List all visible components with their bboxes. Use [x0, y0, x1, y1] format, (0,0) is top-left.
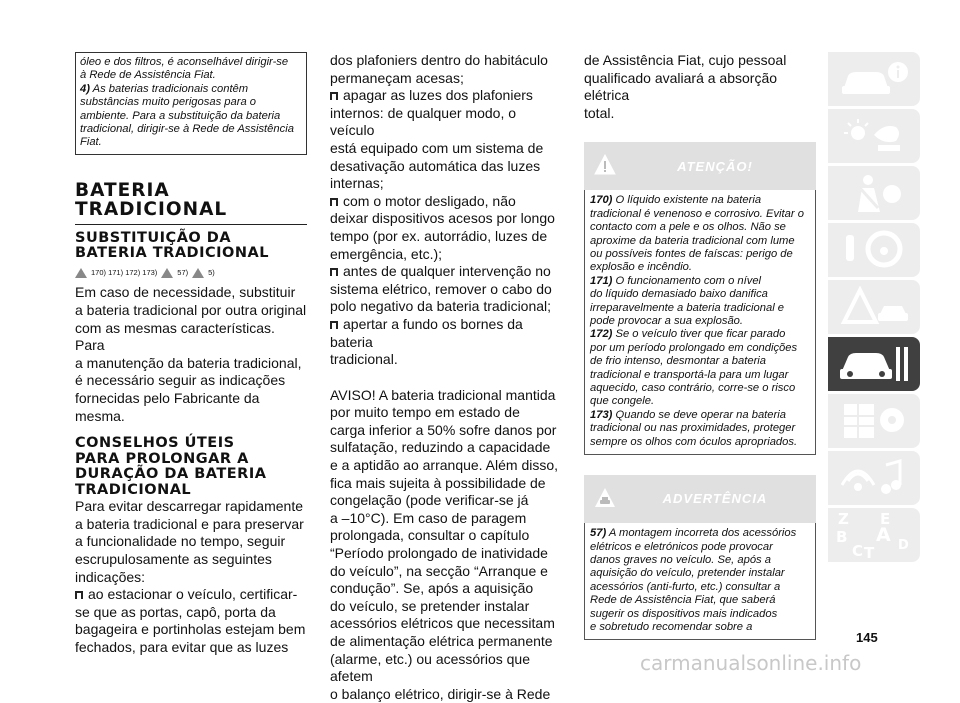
warning-triangle-icon	[75, 268, 87, 278]
tab-technical-data[interactable]	[828, 394, 920, 448]
car-info-icon	[838, 58, 910, 100]
caution-title: ADVERTÊNCIA	[662, 491, 768, 507]
caution-line: acessórios (anti-furto, etc.) consultar a	[590, 580, 781, 593]
bullet-icon	[330, 92, 338, 100]
tab-multimedia[interactable]	[828, 451, 920, 505]
note-text: As baterias tradicionais contêm	[89, 82, 249, 95]
note-line: ambiente. Para a substituição da bateria	[80, 109, 281, 122]
column-3	[584, 52, 816, 640]
index-letter: C	[852, 542, 864, 560]
bullet-item: apagar as luzes dos plafoniers internos: de qualquer modo, o veículo está equipado com um sistema de desativação automática das luzes internas;	[330, 87, 544, 192]
warning-item: 172) Se o veículo tiver que ficar parado	[590, 328, 786, 341]
steering-key-icon	[838, 229, 910, 271]
bullet-item: ao estacionar o veículo, certificar- se que as portas, capô, porta da bagageira e portinholas estejam bem fechados, para evitar que as luzes	[75, 586, 306, 655]
page-number: 145	[856, 630, 878, 645]
tab-maintenance[interactable]	[828, 337, 920, 391]
tab-car-info[interactable]	[828, 52, 920, 106]
note-number: 4)	[80, 82, 90, 95]
title-divider	[75, 224, 307, 225]
column-1	[75, 52, 307, 657]
bullet-item: antes de qualquer intervenção no sistema elétrico, remover o cabo do polo negativo da bateria tradicional;	[330, 263, 552, 315]
bullet-item: apertar a fundo os bornes da bateria tradicional.	[330, 315, 523, 368]
subsection-title-line: TRADICIONAL	[75, 481, 192, 498]
warning-line: sempre os olhos com óculos apropriados.	[590, 435, 798, 448]
seatbelt-airbag-icon	[838, 172, 910, 214]
warning-line: por um período prolongado em condições	[590, 341, 798, 354]
subsection-title-line: PARA PROLONGAR A	[75, 450, 249, 467]
column-2	[330, 52, 562, 703]
warning-line: pode provocar a sua explosão.	[590, 315, 743, 328]
subsection-title-line: SUBSTITUIÇÃO DA	[75, 229, 232, 246]
chapter-tabs	[828, 52, 920, 565]
warning-item: 173) Quando se deve operar na bateria	[590, 408, 786, 421]
environment-icon	[192, 268, 204, 278]
warning-line: ou possíveis fontes de faíscas: perigo de	[590, 248, 793, 260]
subsection-title-replacement	[75, 231, 307, 262]
note-line: óleo e dos filtros, é aconselhável dirigir-se	[80, 56, 289, 68]
index-letter: T	[864, 544, 875, 562]
paragraph: de Assistência Fiat, cujo pessoal qualificado avaliará a absorção elétrica total.	[584, 52, 787, 121]
warning-item: 171) O funcionamento com o nível	[590, 274, 762, 287]
warning-line: tradicional ou nas proximidades, proteger	[590, 422, 796, 435]
bullet-icon	[330, 198, 338, 206]
warning-triangle-icon	[594, 154, 616, 176]
tab-index[interactable]	[828, 508, 920, 562]
tab-dashboard-lights[interactable]	[828, 109, 920, 163]
notice-paragraph: AVISO! A bateria tradicional mantida por muito tempo em estado de carga inferior a 50% sofre danos por sulfatação, reduzindo a capacidade e a aptidão ao arranque. Além disso, fica mais sujeita à possibilidade de congelação (pode verificar-se já a –10°C). Em caso de paragem prolongada, consultar o capítulo “Período prolongado de inatividade do veículo”, na secção “Arranque e condução”. Se, após a aquisição do veículo, se pretender instalar acessórios elétricos que necessitam de alimentação elétrica permanente (alarme, etc.) ou acessórios que afetem o balanço elétrico, dirigir-se à Rede	[330, 386, 559, 702]
caution-car-icon	[161, 268, 173, 278]
warning-line: contacto com a pele e os olhos. Não se	[590, 221, 786, 234]
tab-emergency[interactable]	[828, 280, 920, 334]
note-line: tradicional, dirigir-se à Rede de Assistência	[80, 123, 294, 136]
warning-line: do líquido demasiado baixo danifica	[590, 288, 768, 301]
warning-item: 170) O líquido existente na bateria	[590, 194, 762, 207]
warning-title: ATENÇÃO!	[677, 158, 753, 174]
warning-body	[584, 190, 816, 455]
warning-line: de frio intenso, desmontar a bateria	[590, 355, 766, 368]
section-title-line: TRADICIONAL	[75, 198, 228, 220]
paragraph: Em caso de necessidade, substituir a bateria tradicional por outra original com as mesmas características. Para a manutenção da bateria tradicional, é necessário seguir as indicações fornecidas pelo Fabricante da mesma.	[75, 284, 307, 424]
index-letter: Z	[838, 510, 849, 528]
tab-safety[interactable]	[828, 166, 920, 220]
index-letter: D	[898, 538, 909, 553]
caution-line: elétricos e eletrónicos pode provocar	[590, 540, 773, 553]
note-4	[80, 83, 302, 96]
tab-starting-driving[interactable]	[828, 223, 920, 277]
caution-body	[584, 523, 816, 640]
note-line: à Rede de Assistência Fiat.	[80, 69, 216, 82]
caution-item: 57) A montagem incorreta dos acessórios	[590, 527, 797, 540]
technical-data-icon	[838, 400, 910, 442]
caution-line: danos graves no veículo. Se, após a	[590, 553, 771, 566]
warning-refs: 170) 171) 172) 173)	[91, 267, 158, 277]
paragraph: Para evitar descarregar rapidamente a bateria tradicional e para preservar a funcionalidade no tempo, seguir escrupulosamente as seguintes indicações:	[75, 498, 304, 585]
subsection-title-tips	[75, 436, 307, 498]
warning-line: irreparavelmente a bateria tradicional e	[590, 301, 785, 314]
dashboard-lights-icon	[838, 115, 910, 157]
multimedia-icon	[838, 457, 910, 499]
index-letter: B	[836, 528, 848, 546]
warning-line: aproxime da bateria tradicional com lume	[590, 234, 795, 247]
bullet-icon	[330, 321, 338, 329]
caution-line: sugerir os dispositivos mais indicados	[590, 607, 778, 620]
index-letter: E	[880, 510, 891, 528]
warning-line: explosão e incêndio.	[590, 261, 693, 274]
warning-triangle-icon	[838, 286, 910, 328]
caution-header	[584, 475, 816, 523]
watermark: carmanualsonline.info	[640, 651, 862, 675]
warning-line: que congele.	[590, 395, 655, 408]
warning-line: tradicional é venenoso e corrosivo. Evitar o	[590, 207, 804, 220]
bullet-icon	[75, 591, 83, 599]
paragraph: dos plafoniers dentro do habitáculo permaneçam acesas;	[330, 52, 548, 86]
warning-line: tradicional e transportá-la para um lugar	[590, 368, 789, 381]
car-wrench-icon	[838, 343, 910, 385]
warning-header	[584, 142, 816, 190]
caution-line: Rede de Assistência Fiat, que saberá	[590, 594, 776, 607]
subsection-title-line: DURAÇÃO DA BATERIA	[75, 466, 267, 483]
warning-line: aquecido, caso contrário, corre-se o risco	[590, 382, 796, 395]
subsection-title-line: CONSELHOS ÚTEIS	[75, 435, 235, 452]
caution-line: aquisição do veículo, pretender instalar	[590, 567, 785, 580]
caution-refs: 57)	[177, 267, 189, 277]
note-line: Fiat.	[80, 136, 102, 149]
note-refs: 5)	[208, 267, 215, 277]
section-title	[75, 181, 307, 219]
caution-car-icon	[594, 487, 616, 509]
note-line: substâncias muito perigosas para o	[80, 96, 256, 109]
caution-line: e sobretudo recomendar sobre a	[590, 620, 753, 633]
section-title-line: BATERIA	[75, 179, 170, 201]
index-letter: A	[876, 524, 891, 546]
subsection-title-line: BATERIA TRADICIONAL	[75, 245, 269, 262]
bullet-icon	[330, 268, 338, 276]
reference-icons	[75, 264, 307, 282]
bullet-item: com o motor desligado, não deixar dispositivos acesos por longo tempo (por ex. autorrádio, luzes de emergência, etc.);	[330, 192, 555, 262]
notes-box	[75, 52, 307, 155]
